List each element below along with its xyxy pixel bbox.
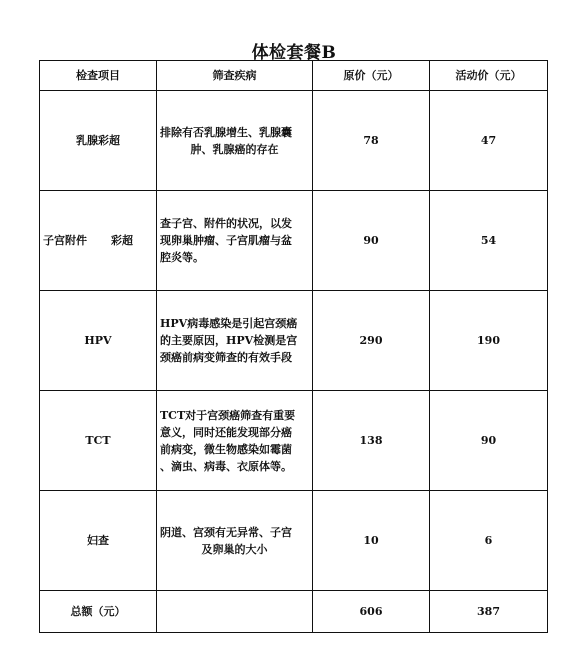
screening-desc xyxy=(157,291,313,391)
header-disease: 筛查疾病 xyxy=(157,61,313,91)
screening-desc xyxy=(157,91,313,191)
desc-line: 意义，同时还能发现部分癌 xyxy=(160,425,292,439)
original-price: 78 xyxy=(313,91,430,191)
package-table xyxy=(39,60,548,633)
total-label: 总额（元） xyxy=(40,591,157,633)
promo-price: 190 xyxy=(430,291,548,391)
original-price: 138 xyxy=(313,391,430,491)
original-price: 290 xyxy=(313,291,430,391)
table-row xyxy=(40,191,548,291)
desc-line: HPV病毒感染是引起宫颈癌 xyxy=(160,317,298,330)
desc-line: 及卵巢的大小 xyxy=(201,542,268,556)
screening-desc xyxy=(157,491,313,591)
promo-price: 90 xyxy=(430,391,548,491)
page-title: 体检套餐B xyxy=(251,43,337,63)
original-price: 10 xyxy=(313,491,430,591)
table-row xyxy=(40,491,548,591)
desc-line: 前病变，微生物感染如霉菌 xyxy=(160,442,292,456)
promo-price: 54 xyxy=(430,191,548,291)
desc-line: 排除有否乳腺增生、乳腺囊 xyxy=(160,125,292,139)
header-original-price: 原价（元） xyxy=(313,61,430,91)
desc-line: 查子宫、附件的状况，以发 xyxy=(160,217,292,230)
header-promo-price: 活动价（元） xyxy=(430,61,548,91)
total-original-price: 606 xyxy=(313,591,430,633)
table-row xyxy=(40,91,548,191)
desc-line: TCT对于宫颈癌筛查有重要 xyxy=(160,408,296,422)
screening-desc xyxy=(157,191,313,291)
header-item: 检查项目 xyxy=(40,61,157,91)
promo-price: 6 xyxy=(430,491,548,591)
desc-line: 颈癌前病变筛查的有效手段 xyxy=(160,351,292,364)
header-row xyxy=(40,61,548,91)
item-name-part: 彩超 xyxy=(111,234,133,247)
item-name: 妇查 xyxy=(40,491,157,591)
item-name: HPV xyxy=(40,291,157,391)
desc-line: 、滴虫、病毒、衣原体等。 xyxy=(160,459,292,473)
desc-line: 的主要原因，HPV检测是宫 xyxy=(160,334,298,347)
desc-line: 阴道、宫颈有无异常、子宫 xyxy=(160,525,292,539)
promo-price: 47 xyxy=(430,91,548,191)
item-name: 乳腺彩超 xyxy=(40,91,157,191)
original-price: 90 xyxy=(313,191,430,291)
item-name xyxy=(40,191,157,291)
desc-line: 现卵巢肿瘤、子宫肌瘤与盆 xyxy=(160,234,292,247)
table-row xyxy=(40,291,548,391)
desc-line: 腔炎等。 xyxy=(160,251,204,264)
item-name-part: 子宫附件 xyxy=(43,234,87,247)
total-desc xyxy=(157,591,313,633)
desc-line: 肿、乳腺癌的存在 xyxy=(190,142,279,156)
item-name: TCT xyxy=(40,391,157,491)
table-row xyxy=(40,391,548,491)
total-promo-price: 387 xyxy=(430,591,548,633)
screening-desc xyxy=(157,391,313,491)
total-row xyxy=(40,591,548,633)
